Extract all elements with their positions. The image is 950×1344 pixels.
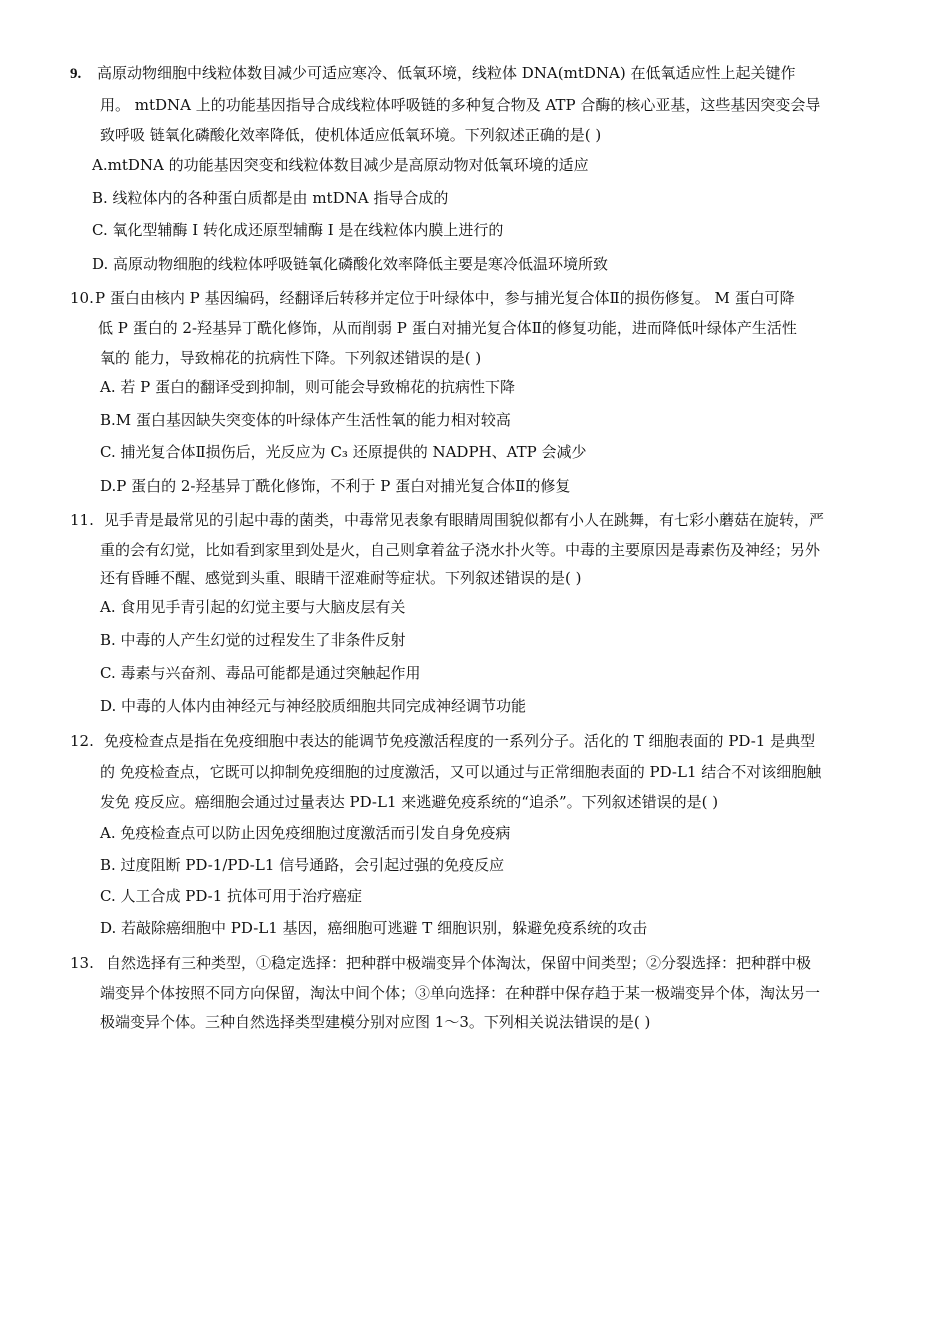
question-stem-line: 发免 疫反应。癌细胞会通过过量表达 PD-L1 来逃避免疫系统的“追杀”。下列叙述错误的是( ) xyxy=(100,793,719,811)
question-stem-line: 自然选择有三种类型，①稳定选择：把种群中极端变异个体淘汰，保留中间类型；②分裂选择：把种群中极 xyxy=(106,954,812,972)
question-number: 9. xyxy=(70,66,82,82)
question-stem-line: 低 P 蛋白的 2-羟基异丁酰化修饰，从而削弱 P 蛋白对捕光复合体Ⅱ的修复功能，进而降低叶绿体产生活性 xyxy=(98,319,797,337)
option-d[interactable]: D.P 蛋白的 2-羟基异丁酰化修饰，不利于 P 蛋白对捕光复合体Ⅱ的修复 xyxy=(100,477,571,495)
question-stem-line: P 蛋白由核内 P 基因编码，经翻译后转移并定位于叶绿体中，参与捕光复合体Ⅱ的损伤修复。 M 蛋白可降 xyxy=(95,289,795,307)
option-c[interactable]: C. 毒素与兴奋剂、毒品可能都是通过突触起作用 xyxy=(100,664,421,682)
option-b[interactable]: B. 线粒体内的各种蛋白质都是由 mtDNA 指导合成的 xyxy=(92,189,449,207)
question-stem-line: 重的会有幻觉，比如看到家里到处是火，自己则拿着盆子浇水扑火等。中毒的主要原因是毒素伤及神经；另外 xyxy=(100,541,821,559)
option-b[interactable]: B. 过度阻断 PD-1/PD-L1 信号通路，会引起过强的免疫反应 xyxy=(100,856,505,874)
question-stem-line: 氧的 能力，导致棉花的抗病性下降。下列叙述错误的是( ) xyxy=(100,349,482,367)
option-b[interactable]: B. 中毒的人产生幻觉的过程发生了非条件反射 xyxy=(100,631,406,649)
question-stem-line: 还有昏睡不醒、感觉到头重、眼睛干涩难耐等症状。下列叙述错误的是( ) xyxy=(100,569,582,587)
option-a[interactable]: A.mtDNA 的功能基因突变和线粒体数目减少是高原动物对低氧环境的适应 xyxy=(92,156,589,174)
question-number: 13. xyxy=(70,954,94,972)
question-stem-line: 高原动物细胞中线粒体数目减少可适应寒冷、低氧环境，线粒体 DNA(mtDNA) 在低氧适应性上起关键作 xyxy=(97,64,796,82)
question-stem-line: 用。 mtDNA 上的功能基因指导合成线粒体呼吸链的多种复合物及 ATP 合酶的核心亚基，这些基因突变会导 xyxy=(100,96,821,114)
question-number: 12. xyxy=(70,732,94,750)
question-stem-line: 致呼吸 链氧化磷酸化效率降低，使机体适应低氧环境。下列叙述正确的是( ) xyxy=(100,126,602,144)
question-number: 11. xyxy=(70,511,94,529)
option-c[interactable]: C. 捕光复合体Ⅱ损伤后，光反应为 C₃ 还原提供的 NADPH、ATP 会减少 xyxy=(100,443,587,461)
question-stem-line: 的 免疫检查点，它既可以抑制免疫细胞的过度激活，又可以通过与正常细胞表面的 PD-L1 结合不对该细胞触 xyxy=(100,763,822,781)
option-c[interactable]: C. 人工合成 PD-1 抗体可用于治疗癌症 xyxy=(100,887,363,905)
option-d[interactable]: D. 高原动物细胞的线粒体呼吸链氧化磷酸化效率降低主要是寒冷低温环境所致 xyxy=(92,255,609,273)
option-b[interactable]: B.M 蛋白基因缺失突变体的叶绿体产生活性氧的能力相对较高 xyxy=(100,411,511,429)
question-stem-line: 见手青是最常见的引起中毒的菌类，中毒常见表象有眼睛周围貌似都有小人在跳舞，有七彩小蘑菇在旋转，严 xyxy=(104,511,825,529)
option-c[interactable]: C. 氧化型辅酶 I 转化成还原型辅酶 I 是在线粒体内膜上进行的 xyxy=(92,221,504,239)
option-a[interactable]: A. 若 P 蛋白的翻译受到抑制，则可能会导致棉花的抗病性下降 xyxy=(100,378,516,396)
option-a[interactable]: A. 免疫检查点可以防止因免疫细胞过度激活而引发自身免疫病 xyxy=(100,824,511,842)
question-stem-line: 免疫检查点是指在免疫细胞中表达的能调节免疫激活程度的一系列分子。活化的 T 细胞表面的 PD-1 是典型 xyxy=(104,732,816,750)
option-a[interactable]: A. 食用见手青引起的幻觉主要与大脑皮层有关 xyxy=(100,598,406,616)
option-d[interactable]: D. 若敲除癌细胞中 PD-L1 基因，癌细胞可逃避 T 细胞识别，躲避免疫系统的攻击 xyxy=(100,919,648,937)
question-number: 10. xyxy=(70,289,94,307)
question-stem-line: 极端变异个体。三种自然选择类型建模分别对应图 1～3。下列相关说法错误的是( ) xyxy=(100,1013,651,1031)
option-d[interactable]: D. 中毒的人体内由神经元与神经胶质细胞共同完成神经调节功能 xyxy=(100,697,527,715)
question-stem-line: 端变异个体按照不同方向保留，淘汰中间个体；③单向选择：在种群中保存趋于某一极端变异个体，淘汰另一 xyxy=(100,984,821,1002)
